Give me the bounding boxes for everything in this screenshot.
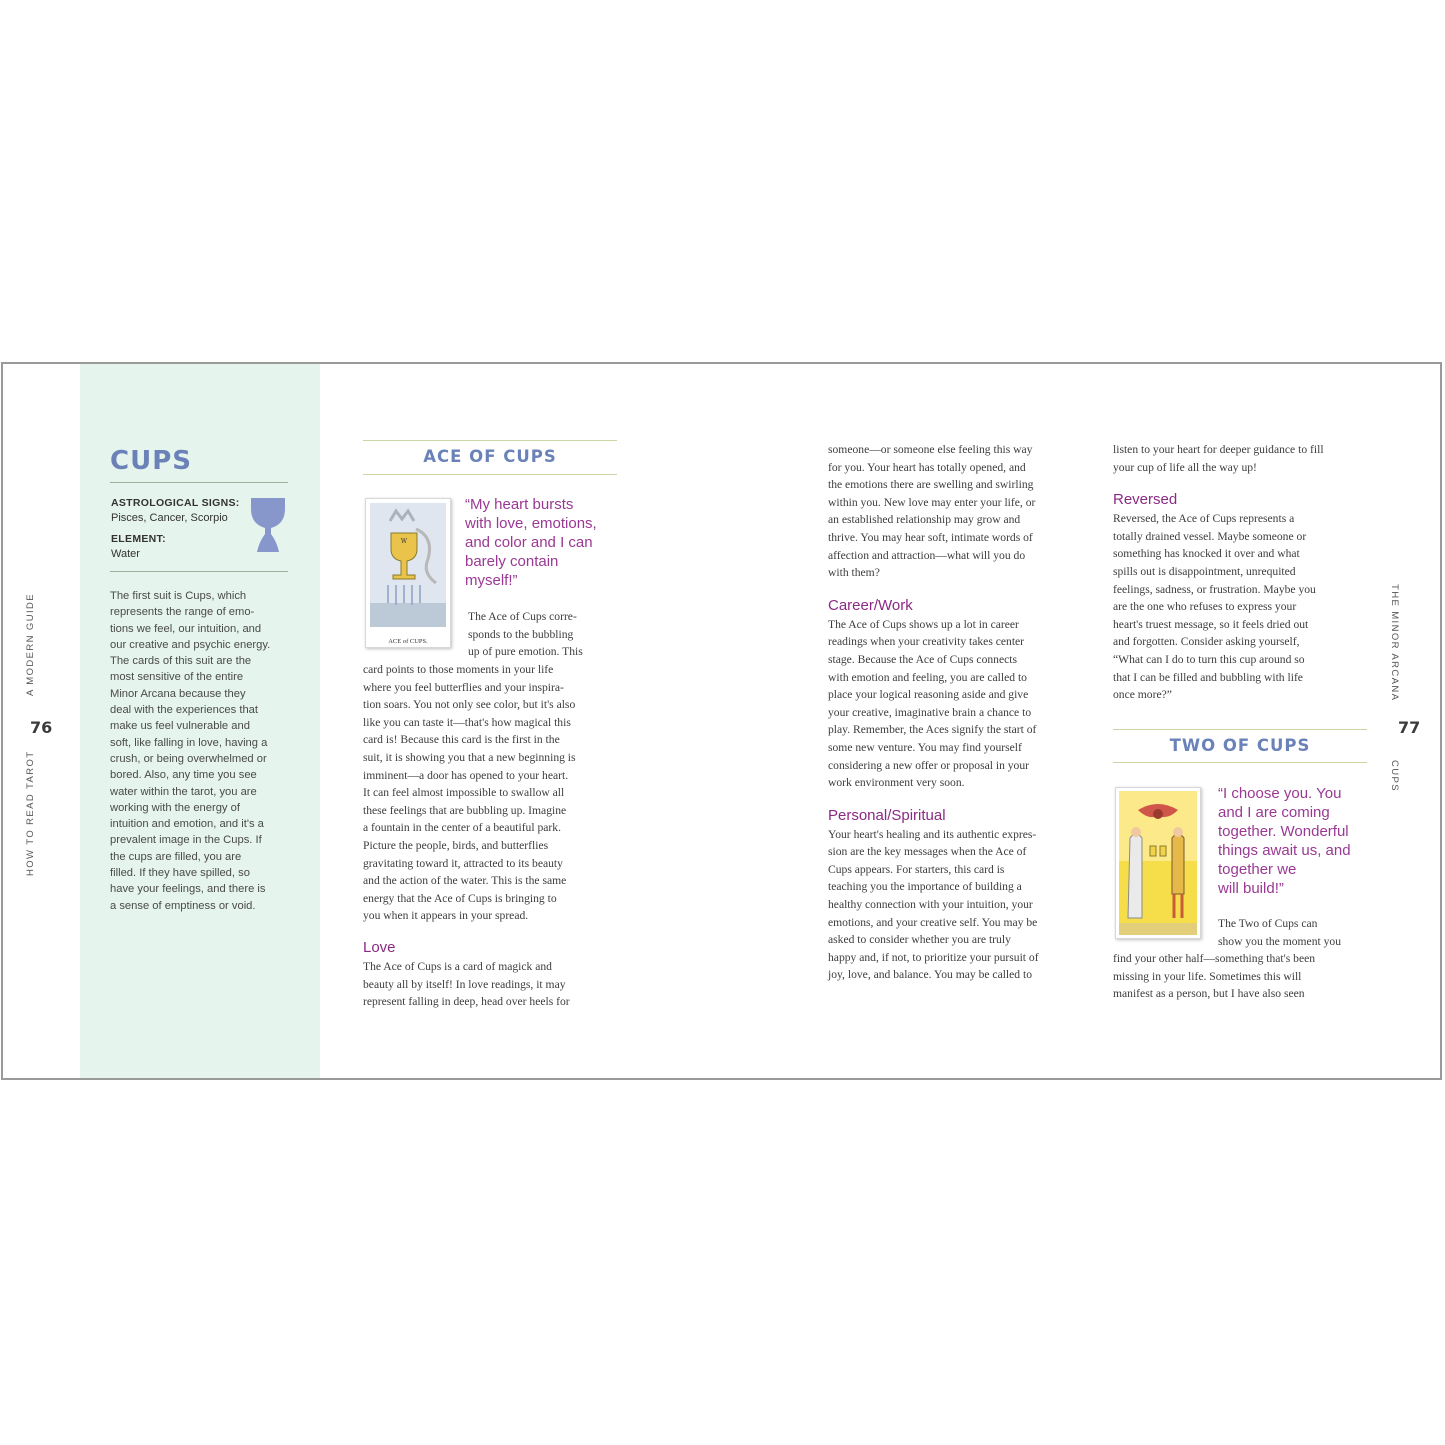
intro-line: make us feel vulnerable and xyxy=(110,720,250,733)
sidebar-rule-top xyxy=(110,482,288,483)
body-line: readings when your creativity takes center xyxy=(828,635,1025,649)
signs-value: Pisces, Cancer, Scorpio xyxy=(111,512,228,524)
intro-line: intuition and emotion, and it's a xyxy=(110,818,264,831)
body-line: The Ace of Cups corre- xyxy=(468,610,577,623)
two-title: TWO OF CUPS xyxy=(1169,736,1311,755)
quote-line: and color and I can xyxy=(465,534,593,551)
chalice-icon xyxy=(250,497,286,557)
right-column-2 xyxy=(1113,441,1373,704)
body-line: are the one who refuses to express your xyxy=(1113,600,1297,614)
suit-intro xyxy=(110,588,292,914)
quote-line: things await us, and xyxy=(1218,842,1351,859)
two-quote xyxy=(1218,784,1378,898)
body-line: affection and attraction—what will you do xyxy=(828,548,1026,562)
quote-line: will build!” xyxy=(1218,880,1284,897)
quote-line: together. Wonderful xyxy=(1218,823,1349,840)
body-line: these feelings that are bubbling up. Imagine xyxy=(363,803,567,817)
element-value: Water xyxy=(111,548,140,560)
body-line: The Ace of Cups is a card of magick and xyxy=(363,960,552,973)
body-line: imminent—a door has opened to your heart. xyxy=(363,768,569,782)
body-line: gravitating toward it, attracted to its beauty xyxy=(363,856,563,870)
body-line: that I can be filled and bubbling with life xyxy=(1113,670,1303,684)
body-line: asked to consider whether you are truly xyxy=(828,933,1011,947)
career-body xyxy=(828,616,1088,792)
body-line: feelings, sadness, or frustration. Maybe you xyxy=(1113,582,1316,596)
intro-line: most sensitive of the entire xyxy=(110,671,244,684)
body-line: missing in your life. Sometimes this will xyxy=(1113,969,1302,983)
body-line: once more?” xyxy=(1113,688,1172,702)
suit-sidebar xyxy=(80,364,320,1078)
body-line: The Two of Cups can xyxy=(1218,917,1318,930)
quote-line: barely contain xyxy=(465,553,559,570)
body-line: work environment very soon. xyxy=(828,776,965,790)
personal-heading: Personal/Spiritual xyxy=(828,806,946,824)
love-section xyxy=(363,938,623,1011)
body-line: It can feel almost impossible to swallow all xyxy=(363,786,565,800)
intro-line: represents the range of emo- xyxy=(110,606,255,619)
book-spread xyxy=(1,362,1442,1080)
running-head-left-upper: A MODERN GUIDE xyxy=(25,593,36,696)
intro-line: prevalent image in the Cups. If xyxy=(110,834,262,847)
sidebar-rule-bottom xyxy=(110,571,288,572)
body-line: teaching you the importance of building a xyxy=(828,880,1022,894)
two-rule-bottom xyxy=(1113,762,1367,763)
intro-line: crush, or being overwhelmed or xyxy=(110,752,267,765)
quote-line: “My heart bursts xyxy=(465,496,574,513)
body-line: thrive. You may hear soft, intimate words of xyxy=(828,530,1033,544)
body-line: sion are the key messages when the Ace of xyxy=(828,845,1027,859)
intro-line: a sense of emptiness or void. xyxy=(110,899,256,912)
body-line: healthy connection with your intuition, your xyxy=(828,898,1033,912)
body-line: sponds to the bubbling xyxy=(468,627,574,641)
ace-rule-bottom xyxy=(363,474,617,475)
intro-line: tions we feel, our intuition, and xyxy=(110,622,262,635)
svg-text:W: W xyxy=(400,538,408,545)
body-line: where you feel butterflies and your inspira- xyxy=(363,680,564,694)
personal-body xyxy=(828,826,1088,984)
body-line: the emotions there are swelling and swirling xyxy=(828,478,1034,492)
running-head-left-lower: HOW TO READ TAROT xyxy=(25,750,36,876)
running-head-right-upper: THE MINOR ARCANA xyxy=(1389,584,1400,702)
ace-of-cups-card xyxy=(365,498,451,648)
body-line: a fountain in the center of a beautiful park. xyxy=(363,821,561,835)
body-line: Cups appears. For starters, this card is xyxy=(828,862,1005,876)
two-body-intro xyxy=(1218,915,1370,950)
two-of-cups-card xyxy=(1115,787,1201,939)
body-line: Reversed, the Ace of Cups represents a xyxy=(1113,512,1295,526)
love-continued xyxy=(828,441,1088,582)
body-line: manifest as a person, but I have also seen xyxy=(1113,987,1305,1001)
body-line: The Ace of Cups shows up a lot in career xyxy=(828,617,1019,631)
reversed-heading: Reversed xyxy=(1113,491,1178,509)
page-number-right: 77 xyxy=(1398,718,1421,737)
ace-quote xyxy=(465,495,625,590)
signs-label: ASTROLOGICAL SIGNS: xyxy=(111,497,240,509)
love-body xyxy=(363,958,623,1011)
body-line: within you. New love may enter your life, or xyxy=(828,495,1036,509)
intro-line: the cups are filled, you are xyxy=(110,850,242,863)
body-line: an established relationship may grow and xyxy=(828,513,1021,527)
ace-title: ACE OF CUPS xyxy=(423,447,557,466)
body-line: and forgotten. Consider asking yourself, xyxy=(1113,635,1300,649)
quote-line: and I are coming xyxy=(1218,804,1330,821)
body-line: card is! Because this card is the first in the xyxy=(363,733,560,747)
quote-line: together we xyxy=(1218,861,1297,878)
body-line: joy, love, and balance. You may be called to xyxy=(828,968,1033,982)
page-number-left: 76 xyxy=(30,718,53,737)
running-head-right-lower: CUPS xyxy=(1389,760,1400,792)
body-line: your cup of life all the way up! xyxy=(1113,460,1257,474)
love-heading: Love xyxy=(363,939,396,956)
reversed-body xyxy=(1113,510,1373,704)
ace-rule-top xyxy=(363,440,617,441)
suit-title: CUPS xyxy=(110,446,192,476)
intro-line: water within the tarot, you are xyxy=(110,785,257,798)
body-line: show you the moment you xyxy=(1218,934,1342,948)
body-line: represent falling in deep, head over heels for xyxy=(363,995,570,1009)
intro-line: have your feelings, and there is xyxy=(110,883,266,896)
two-rule-top xyxy=(1113,729,1367,730)
body-line: listen to your heart for deeper guidance to fill xyxy=(1113,443,1324,456)
suit-meta xyxy=(111,496,240,562)
career-heading: Career/Work xyxy=(828,596,913,614)
quote-line: “I choose you. You xyxy=(1218,785,1342,802)
body-line: and the action of the water. This is the same xyxy=(363,874,567,888)
body-line: place your logical reasoning aside and give xyxy=(828,688,1029,702)
body-line: beauty all by itself! In love readings, it may xyxy=(363,977,566,991)
intro-line: working with the energy of xyxy=(110,801,240,814)
intro-line: deal with the experiences that xyxy=(110,704,259,717)
body-line: with emotion and feeling, you are called to xyxy=(828,670,1027,684)
intro-line: Minor Arcana because they xyxy=(110,687,246,700)
intro-line: soft, like falling in love, having a xyxy=(110,736,268,749)
body-line: suit, it is showing you that a new beginning is xyxy=(363,750,576,764)
right-column-1 xyxy=(828,441,1088,984)
body-line: “What can I do to turn this cup around so xyxy=(1113,652,1305,666)
body-line: Picture the people, birds, and butterflies xyxy=(363,838,549,852)
body-line: with them? xyxy=(828,566,880,580)
body-line: something has knocked it over and what xyxy=(1113,547,1300,561)
body-line: totally drained vessel. Maybe someone or xyxy=(1113,529,1307,543)
body-line: energy that the Ace of Cups is bringing to xyxy=(363,891,557,905)
quote-line: with love, emotions, xyxy=(465,515,597,532)
body-line: for you. Your heart has totally opened, and xyxy=(828,460,1026,474)
body-line: heart's truest message, so it feels dried out xyxy=(1113,617,1309,631)
body-line: Your heart's healing and its authentic expres- xyxy=(828,827,1037,841)
intro-line: our creative and psychic energy. xyxy=(110,638,271,651)
quote-line: myself!” xyxy=(465,572,518,589)
body-line: up of pure emotion. This xyxy=(468,645,583,659)
body-line: tion soars. You not only see color, but it's also xyxy=(363,698,576,712)
body-line: happy and, if not, to prioritize your pursuit of xyxy=(828,950,1039,964)
intro-line: The first suit is Cups, which xyxy=(110,590,247,602)
body-line: considering a new offer or proposal in your xyxy=(828,758,1030,772)
intro-line: filled. If they have spilled, so xyxy=(110,867,250,880)
body-line: find your other half—something that's been xyxy=(1113,952,1316,965)
body-line: your creative, imaginative brain a chance to xyxy=(828,705,1032,719)
body-line: emotions, and your creative self. You may be xyxy=(828,915,1038,929)
body-line: play. Remember, the Aces signify the start of xyxy=(828,723,1037,737)
body-line: card points to those moments in your life xyxy=(363,663,554,676)
body-line: spills out is disappointment, unrequited xyxy=(1113,564,1296,578)
ace-body xyxy=(363,661,623,925)
element-label: ELEMENT: xyxy=(111,533,166,545)
intro-line: The cards of this suit are the xyxy=(110,655,252,668)
intro-line: bored. Also, any time you see xyxy=(110,769,257,782)
two-card-illustration xyxy=(1116,788,1200,938)
body-line: you when it appears in your spread. xyxy=(363,909,529,923)
body-line: some new venture. You may find yourself xyxy=(828,740,1022,754)
body-line: stage. Because the Ace of Cups connects xyxy=(828,652,1017,666)
body-line: someone—or someone else feeling this way xyxy=(828,443,1033,456)
ace-card-caption: ACE of CUPS. xyxy=(388,638,428,645)
reversed-lead-in xyxy=(1113,441,1373,476)
ace-body-intro xyxy=(468,608,618,661)
two-body xyxy=(1113,950,1375,1003)
ace-card-illustration xyxy=(366,499,450,633)
body-line: like you can taste it—that's how magical this xyxy=(363,715,571,729)
